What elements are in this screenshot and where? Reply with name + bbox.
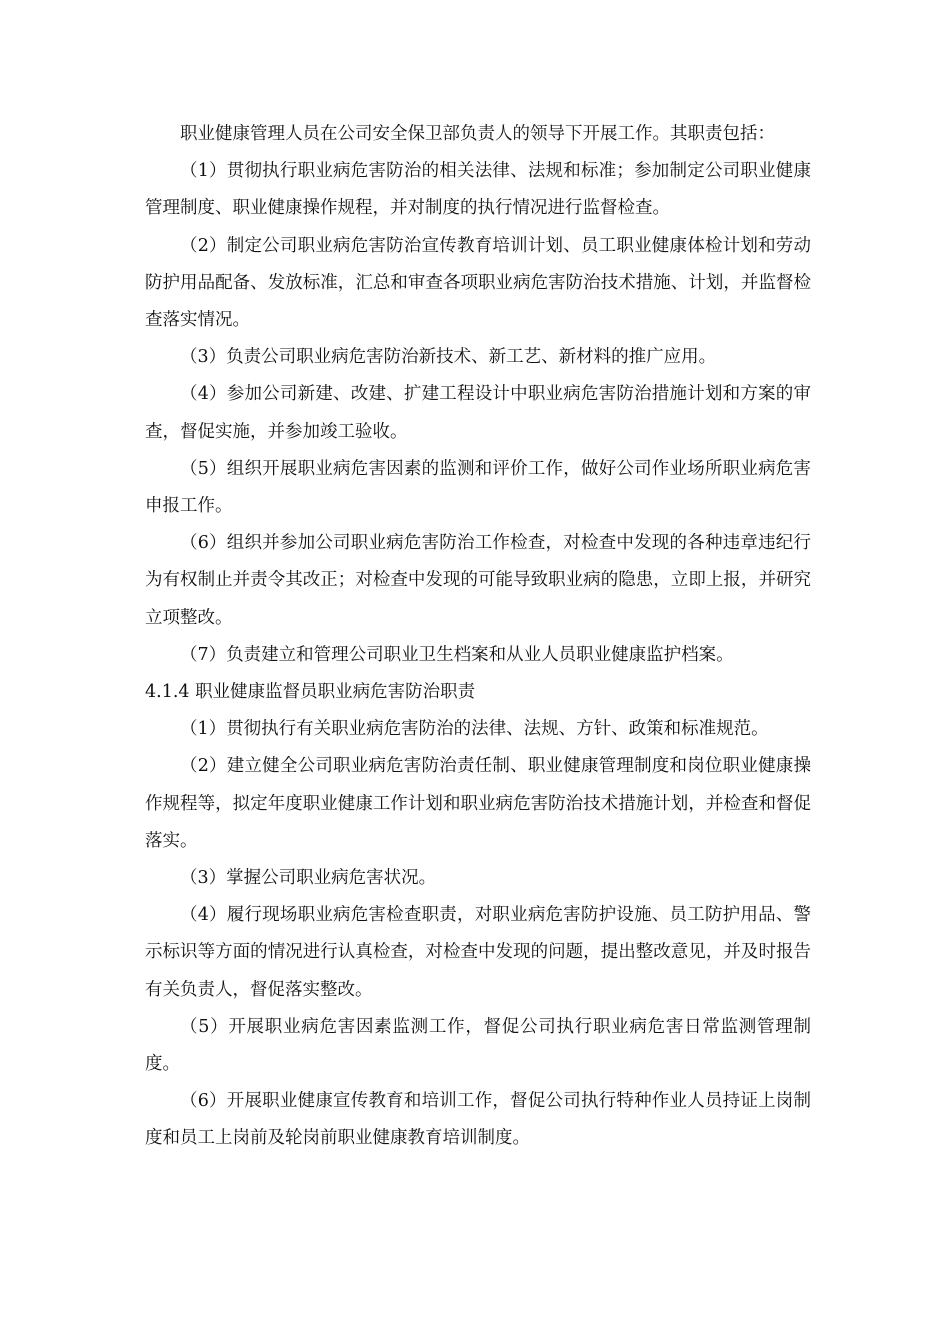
duty-item-b6: （6）开展职业健康宣传教育和培训工作，督促公司执行特种作业人员持证上岗制度和员工上岗前及轮岗前职业健康教育培训制度。 [145, 1091, 811, 1149]
duty-item-a2: （2）制定公司职业病危害防治宣传教育培训计划、员工职业健康体检计划和劳动防护用品配备、发放标准，汇总和审查各项职业病危害防治技术措施、计划，并监督检查落实情况。 [145, 235, 811, 331]
duty-item-b2: （2）建立健全公司职业病危害防治责任制、职业健康管理制度和岗位职业健康操作规程等，拟定年度职业健康工作计划和职业病危害防治技术措施计划，并检查和督促落实。 [145, 756, 811, 851]
duty-item-a7: （7）负责建立和管理公司职业卫生档案和从业人员职业健康监护档案。 [180, 644, 734, 665]
duty-item-b3: （3）掌握公司职业病危害状况。 [180, 868, 437, 889]
duty-item-b1: （1）贯彻执行有关职业病危害防治的法律、法规、方针、政策和标准规范。 [180, 719, 769, 740]
duty-item-a3: （3）负责公司职业病危害防治新技术、新工艺、新材料的推广应用。 [180, 347, 717, 368]
intro-paragraph: 职业健康管理人员在公司安全保卫部负责人的领导下开展工作。其职责包括： [180, 124, 775, 144]
duty-item-a5: （5）组织开展职业病危害因素的监测和评价工作，做好公司作业场所职业病危害申报工作。 [145, 458, 811, 517]
duty-item-a1: （1）贯彻执行职业病危害防治的相关法律、法规和标准；参加制定公司职业健康管理制度、职业健康操作规程，并对制度的执行情况进行监督检查。 [145, 161, 811, 219]
duty-item-b5: （5）开展职业病危害因素监测工作，督促公司执行职业病危害日常监测管理制度。 [145, 1016, 811, 1075]
duty-item-a4: （4）参加公司新建、改建、扩建工程设计中职业病危害防治措施计划和方案的审查，督促实施，并参加竣工验收。 [145, 384, 811, 442]
duty-item-a6: （6）组织并参加公司职业病危害防治工作检查，对检查中发现的各种违章违纪行为有权制止并责令其改正；对检查中发现的可能导致职业病的隐患，立即上报，并研究立项整改。 [145, 533, 811, 628]
document-body [145, 116, 811, 1158]
section-heading: 4.1.4 职业健康监督员职业病危害防治职责 [145, 682, 476, 703]
duty-item-b4: （4）履行现场职业病危害检查职责，对职业病危害防护设施、员工防护用品、警示标识等方面的情况进行认真检查，对检查中发现的问题，提出整改意见，并及时报告有关负责人，督促落实整改。 [145, 905, 811, 1000]
